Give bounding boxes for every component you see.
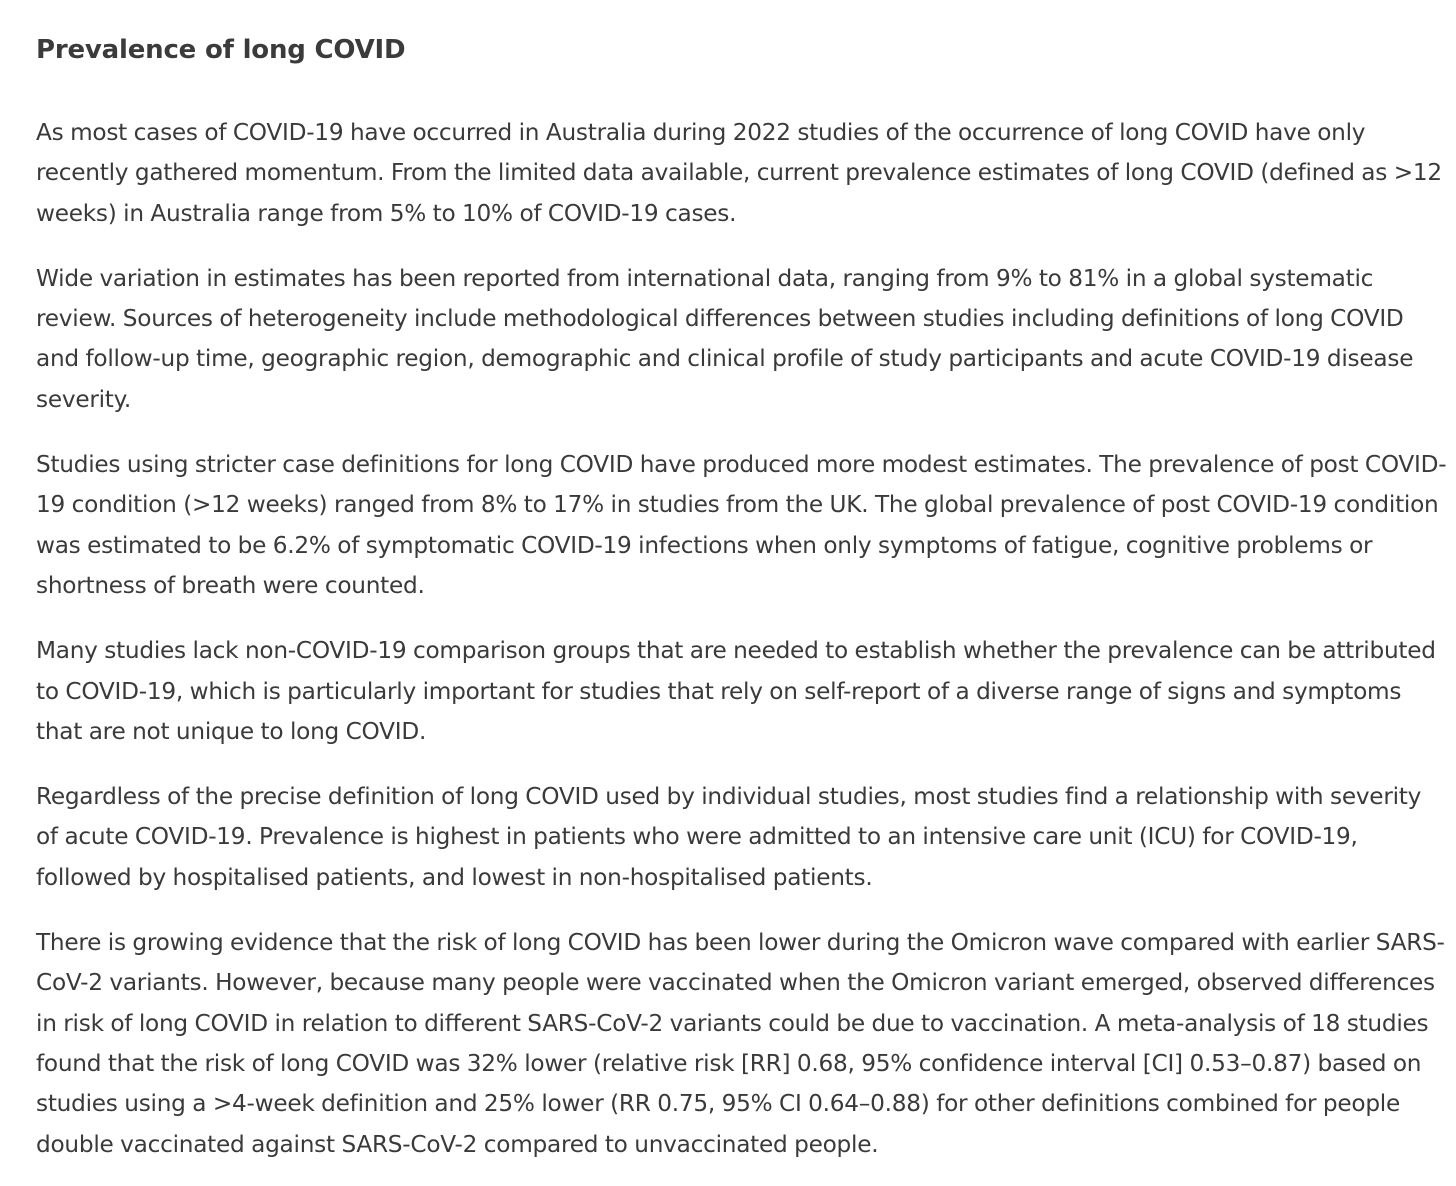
article-section <box>36 30 1448 1165</box>
paragraph-severity-relationship: Regardless of the precise definition of long COVID used by individual studies, most studies find a relationship with severity of acute COVID-19. Prevalence is highest in patients who were admitted to an intensive care unit (ICU) for COVID-19, followed by hospitalised patients, and lowest in non-hospitalised patients. <box>36 783 1422 891</box>
paragraph-international-variation: Wide variation in estimates has been reported from international data, ranging from 9% to 81% in a global systematic review. Sources of heterogeneity include methodological differences between studies including definitions of long COVID and follow-up time, geographic region, demographic and clinical profile of study participants and acute COVID-19 disease severity. <box>36 264 1414 413</box>
paragraph-omicron-vaccination: There is growing evidence that the risk of long COVID has been lower during the Omicron wave compared with earlier SARS-CoV-2 variants. However, because many people were vaccinated when the Omicron variant emerged, observed differences in risk of long COVID in relation to different SARS-CoV-2 variants could be due to vaccination. A meta-analysis of 18 studies found that the risk of long COVID was 32% lower (relative risk [RR] 0.68, 95% confidence interval [CI] 0.53–0.87) based on studies using a >4-week definition and 25% lower (RR 0.75, 95% CI 0.64–0.88) for other definitions combined for people double vaccinated against SARS-CoV-2 compared to unvaccinated people. <box>36 929 1445 1158</box>
paragraph-comparison-groups: Many studies lack non-COVID-19 comparison groups that are needed to establish whether the prevalence can be attributed to COVID-19, which is particularly important for studies that rely on self-report of a diverse range of signs and symptoms that are not unique to long COVID. <box>36 637 1436 745</box>
section-heading: Prevalence of long COVID <box>36 35 406 65</box>
paragraph-australian-prevalence: As most cases of COVID-19 have occurred in Australia during 2022 studies of the occurrence of long COVID have only recently gathered momentum. From the limited data available, current prevalence estimates of long COVID (defined as >12 weeks) in Australia range from 5% to 10% of COVID-19 cases. <box>36 119 1442 227</box>
paragraph-stricter-definitions: Studies using stricter case definitions for long COVID have produced more modest estimates. The prevalence of post COVID-19 condition (>12 weeks) ranged from 8% to 17% in studies from the UK. The global prevalence of post COVID-19 condition was estimated to be 6.2% of symptomatic COVID-19 infections when only symptoms of fatigue, cognitive problems or shortness of breath were counted. <box>36 451 1447 599</box>
